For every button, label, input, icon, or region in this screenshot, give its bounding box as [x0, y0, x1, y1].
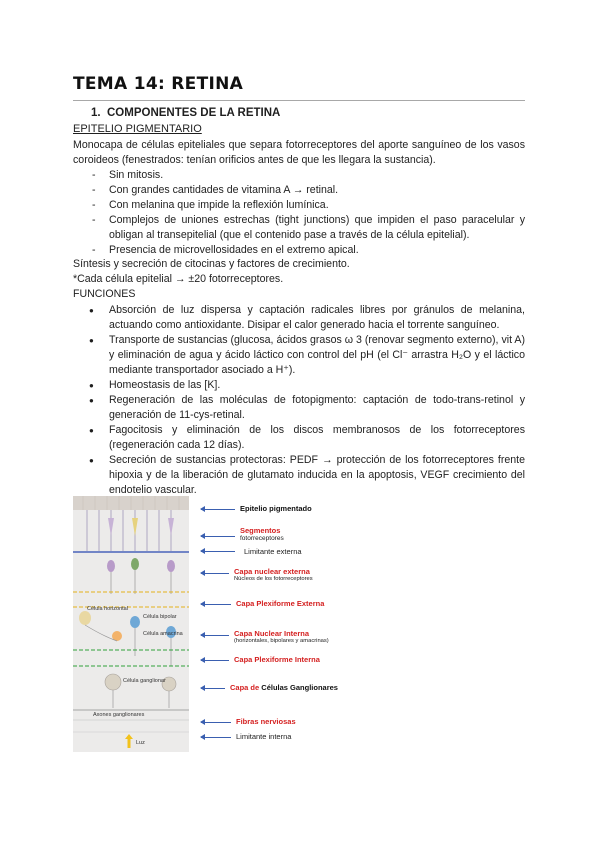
doc-title: TEMA 14: RETINA — [73, 74, 244, 94]
arrow-limitante-externa — [201, 551, 235, 552]
label-epitelio: Epitelio pigmentado — [240, 504, 312, 513]
label-plexiforme-externa: Capa Plexiforme Externa — [236, 599, 325, 608]
label-plexiforme-interna: Capa Plexiforme Interna — [234, 655, 320, 664]
list-item: ● Regeneración de las moléculas de fotopigmento: captación de todo-trans-retinol y generación de 11-cys-retinal. — [73, 393, 525, 423]
list-item: ● Fagocitosis y eliminación de los discos membranosos de los fotorreceptores (regeneración cada 12 días). — [73, 423, 525, 453]
inner-label-horizontal: Célula horizontal — [87, 606, 128, 612]
arrow-fibras — [201, 722, 231, 723]
section-number: 1. — [91, 107, 101, 119]
funciones-list — [73, 303, 525, 498]
arrow-plexiforme-externa — [201, 604, 231, 605]
section-heading — [91, 107, 280, 119]
label-nuclear-externa: Capa nuclear externa — [234, 567, 310, 576]
inner-label-bipolar: Célula bipolar — [143, 614, 177, 620]
label-limitante-interna: Limitante interna — [236, 732, 292, 741]
arrow-ganglionares — [201, 688, 225, 689]
ganglion-cell-shape — [105, 674, 121, 690]
arrow-epitelio — [201, 509, 235, 510]
inner-label-ganglion: Célula ganglionar — [123, 678, 166, 684]
cone-shape — [132, 518, 138, 536]
list-item: - Con grandes cantidades de vitamina A → retinal. — [73, 183, 525, 198]
label-limitante-externa: Limitante externa — [244, 547, 302, 556]
arrow-nuclear-interna — [201, 635, 229, 636]
list-item: ● Secreción de sustancias protectoras: PEDF → protección de los fotorreceptores frente hipoxia y de la liberación de glutamato inducida en la apoptosis, VEGF crecimiento del endotelio vascular. — [73, 453, 525, 498]
list-item: - Complejos de uniones estrechas (tight junctions) que impiden el paso paracelular y obligan al transepitelial (que el contenido pase a través de la célula epitelial). — [73, 213, 525, 243]
title-divider — [73, 100, 525, 101]
horizontal-cell-shape — [79, 611, 91, 625]
arrow-nuclear-externa — [201, 573, 229, 574]
list-item: ● Absorción de luz dispersa y captación radicales libres por gránulos de melanina, actuando como antioxidante. Disipar el calor generado hacia el torrente sanguíneo. — [73, 303, 525, 333]
arrow-limitante-interna — [201, 737, 231, 738]
label-nuclear-externa-sub: Núcleos de los fotorreceptores — [234, 576, 313, 582]
label-nuclear-interna-sub: (horizontales, bipolares y amacrinas) — [234, 638, 329, 644]
intro-paragraph: Monocapa de células epiteliales que separa fotorreceptores del aporte sanguíneo de los vasos coroideos (fenestrados: tenían orificios antes de que les llegara la sustancia). — [73, 139, 525, 166]
dash-list-container — [73, 168, 525, 258]
list-item: ● Homeostasis de las [K]. — [73, 378, 525, 393]
list-item: ● Transporte de sustancias (glucosa, ácidos grasos ω 3 (renovar segmento externo), vit A) y eliminación de agua y ácido láctico con control del pH (el Cl⁻ arrastra H₂O y el láctico mediante transportador asociado a H⁺). — [73, 333, 525, 378]
light-arrow-icon — [125, 734, 133, 748]
label-nuclear-interna: Capa Nuclear Interna — [234, 629, 310, 638]
section-title: COMPONENTES DE LA RETINA — [107, 107, 281, 119]
subsection-epitelio: EPITELIO PIGMENTARIO — [73, 123, 202, 135]
arrow-plexiforme-interna — [201, 660, 229, 661]
label-segmentos-sub: fotorreceptores — [240, 535, 284, 542]
list-item: - Sin mitosis. — [73, 168, 525, 183]
arrow-segmentos — [201, 536, 235, 537]
cone-shape — [108, 518, 114, 536]
inner-label-amacrine: Célula amacrina — [143, 631, 183, 637]
retina-layers-illustration — [73, 496, 189, 752]
inner-label-luz: Luz — [136, 740, 145, 746]
dash-list — [73, 168, 525, 258]
label-ganglionares-red: Capa de — [230, 683, 260, 692]
bipolar-cell-shape — [130, 616, 140, 628]
list-item: - Con melanina que impide la reflexión lumínica. — [73, 198, 525, 213]
cada-line: *Cada célula epitelial → ±20 fotorreceptores. — [73, 273, 284, 285]
cone-shape — [168, 518, 174, 536]
label-fibras: Fibras nerviosas — [236, 717, 296, 726]
funciones-heading: FUNCIONES — [73, 288, 136, 300]
label-segmentos: Segmentos — [240, 526, 281, 535]
label-ganglionares — [230, 683, 338, 692]
label-ganglionares-black: Células Ganglionares — [261, 683, 338, 692]
inner-label-axones: Axones ganglionares — [93, 712, 145, 718]
funciones-list-container — [73, 303, 525, 498]
list-item: - Presencia de microvellosidades en el extremo apical. — [73, 243, 525, 258]
sintesis-line: Síntesis y secreción de citocinas y factores de crecimiento. — [73, 258, 350, 270]
